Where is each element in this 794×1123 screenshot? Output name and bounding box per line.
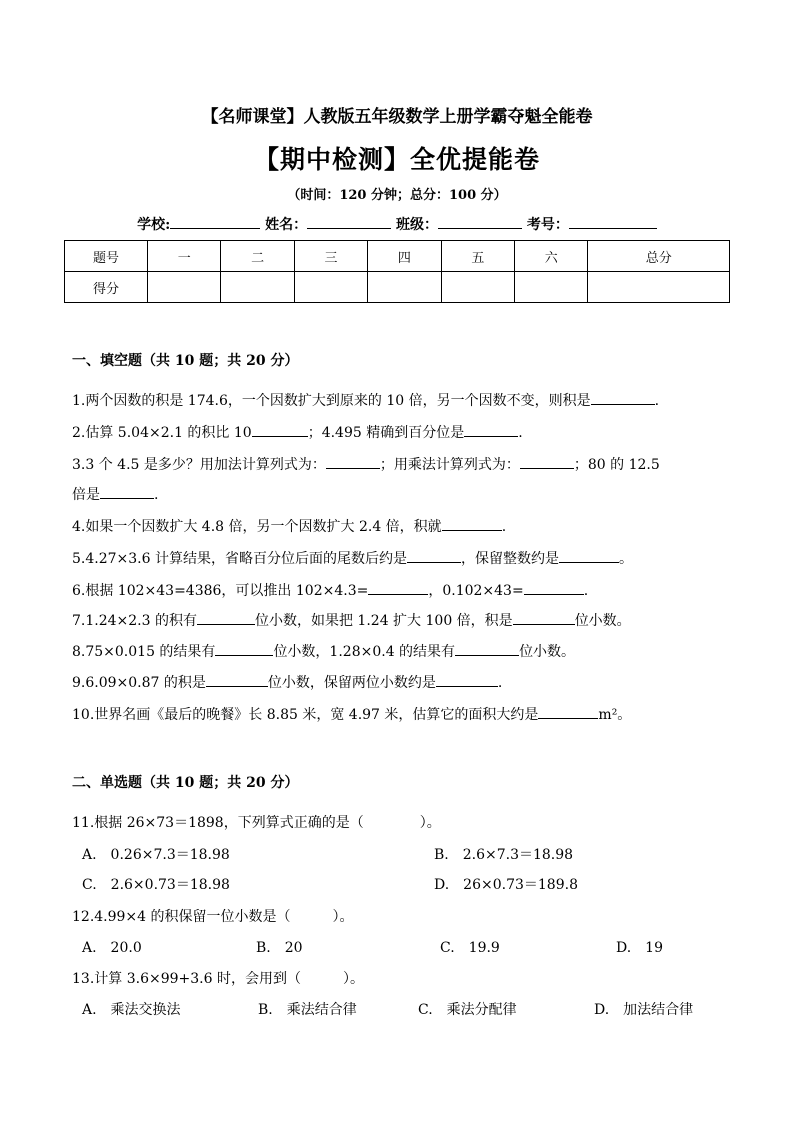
score-table — [64, 240, 730, 303]
id-label: 考号： — [526, 217, 569, 233]
score-input-cell[interactable] — [441, 272, 514, 303]
question-text: . — [583, 583, 589, 599]
answer-blank[interactable] — [455, 643, 519, 656]
question-text: 5.4.27×3.6 计算结果，省略百分位后面的尾数后约是 — [72, 551, 407, 567]
question-3 — [72, 454, 660, 474]
option-c[interactable]: C. 19.9 — [440, 940, 500, 956]
answer-blank[interactable] — [442, 518, 502, 531]
option-b[interactable]: B. 20 — [256, 940, 303, 956]
question-4 — [72, 516, 506, 536]
option-d[interactable]: D. 加法结合律 — [594, 1002, 694, 1018]
answer-blank[interactable] — [513, 612, 575, 625]
question-text: ，保留整数约是 — [460, 551, 559, 567]
question-text: m²。 — [598, 707, 632, 723]
table-cell: 六 — [515, 241, 588, 272]
question-12: 12.4.99×4 的积保留一位小数是（ ）。 — [72, 909, 354, 925]
question-text: . — [654, 393, 660, 409]
score-input-cell[interactable] — [515, 272, 588, 303]
score-input-cell[interactable] — [221, 272, 294, 303]
section-title-fill-in: 一、填空题（共 10 题；共 20 分） — [72, 353, 299, 369]
answer-blank[interactable] — [520, 456, 574, 469]
option-b[interactable]: B. 乘法结合律 — [258, 1002, 357, 1018]
option-b[interactable]: B. 2.6×7.3＝18.98 — [434, 847, 574, 863]
question-text: ；80 的 12.5 — [573, 457, 660, 473]
section-title-single-choice: 二、单选题（共 10 题；共 20 分） — [72, 775, 299, 791]
score-input-cell[interactable] — [368, 272, 441, 303]
question-6 — [72, 580, 588, 600]
option-d[interactable]: D. 26×0.73＝189.8 — [434, 877, 578, 893]
question-text: ；4.495 精确到百分位是 — [307, 425, 465, 441]
question-text: 位小数，保留两位小数约是 — [267, 675, 436, 691]
exam-title: 【期中检测】全优提能卷 — [253, 145, 540, 174]
question-text: 3.3 个 4.5 是多少？用加法计算列式为： — [72, 457, 326, 473]
option-c[interactable]: C. 2.6×0.73＝18.98 — [82, 877, 230, 893]
question-8 — [72, 641, 575, 661]
question-text: ，0.102×43= — [428, 583, 524, 599]
question-text: 位小数。 — [519, 644, 576, 660]
table-cell: 总分 — [588, 241, 730, 272]
name-field[interactable] — [307, 214, 391, 229]
answer-blank[interactable] — [206, 674, 268, 687]
question-text: 位小数，如果把 1.24 扩大 100 倍，积是 — [254, 613, 513, 629]
score-table-header-row — [65, 241, 730, 272]
question-text: 4.如果一个因数扩大 4.8 倍，另一个因数扩大 2.4 倍，积就 — [72, 519, 442, 535]
question-3-cont — [72, 484, 158, 504]
answer-blank[interactable] — [215, 643, 273, 656]
question-13: 13.计算 3.6×99+3.6 时，会用到（ ）。 — [72, 971, 364, 987]
table-cell: 一 — [148, 241, 221, 272]
question-text: 2.估算 5.04×2.1 的积比 10 — [72, 425, 252, 441]
school-field[interactable] — [170, 214, 260, 229]
name-label: 姓名： — [265, 217, 308, 233]
table-cell: 五 — [441, 241, 514, 272]
exam-time-info: （时间：120 分钟；总分：100 分） — [287, 188, 507, 203]
school-label: 学校: — [137, 217, 171, 233]
answer-blank[interactable] — [368, 582, 428, 595]
question-10 — [72, 704, 631, 724]
question-text: 位小数。 — [574, 613, 631, 629]
table-cell: 题号 — [65, 241, 148, 272]
question-text: ；用乘法计算列式为： — [379, 457, 520, 473]
option-c[interactable]: C. 乘法分配律 — [418, 1002, 517, 1018]
answer-blank[interactable] — [559, 550, 619, 563]
table-cell: 四 — [368, 241, 441, 272]
question-text: . — [497, 675, 503, 691]
option-a[interactable]: A. 乘法交换法 — [82, 1002, 181, 1018]
question-2 — [72, 422, 523, 442]
option-a[interactable]: A. 20.0 — [82, 940, 142, 956]
question-text: 9.6.09×0.87 的积是 — [72, 675, 206, 691]
question-7 — [72, 610, 631, 630]
question-text: 倍是 — [72, 487, 100, 503]
answer-blank[interactable] — [591, 392, 655, 405]
class-label: 班级： — [396, 217, 439, 233]
question-text: 10.世界名画《最后的晚餐》长 8.85 米，宽 4.97 米，估算它的面积大约是 — [72, 707, 539, 723]
answer-blank[interactable] — [197, 612, 255, 625]
question-text: . — [154, 487, 159, 503]
question-text: 7.1.24×2.3 的积有 — [72, 613, 197, 629]
answer-blank[interactable] — [407, 550, 461, 563]
question-text: 6.根据 102×43=4386，可以推出 102×4.3= — [72, 583, 369, 599]
question-text: 位小数，1.28×0.4 的结果有 — [273, 644, 456, 660]
answer-blank[interactable] — [524, 582, 584, 595]
answer-blank[interactable] — [100, 486, 154, 499]
question-text: 1.两个因数的积是 174.6，一个因数扩大到原来的 10 倍，另一个因数不变，则积是 — [72, 393, 591, 409]
answer-blank[interactable] — [538, 706, 598, 719]
question-1 — [72, 390, 659, 410]
table-cell: 三 — [294, 241, 367, 272]
score-input-cell[interactable] — [294, 272, 367, 303]
id-field[interactable] — [569, 214, 657, 229]
answer-blank[interactable] — [252, 424, 308, 437]
score-table-score-row — [65, 272, 730, 303]
score-input-cell[interactable] — [148, 272, 221, 303]
question-text: 8.75×0.015 的结果有 — [72, 644, 216, 660]
answer-blank[interactable] — [326, 456, 380, 469]
score-input-cell[interactable] — [588, 272, 730, 303]
question-text: . — [501, 519, 507, 535]
class-field[interactable] — [438, 214, 522, 229]
question-9 — [72, 672, 502, 692]
exam-series-title: 【名师课堂】人教版五年级数学上册学霸夺魁全能卷 — [201, 107, 593, 127]
table-cell: 二 — [221, 241, 294, 272]
question-text: 。 — [618, 551, 633, 567]
answer-blank[interactable] — [436, 674, 498, 687]
answer-blank[interactable] — [464, 424, 518, 437]
question-11: 11.根据 26×73＝1898，下列算式正确的是（ ）。 — [72, 815, 441, 831]
option-a[interactable]: A. 0.26×7.3＝18.98 — [82, 847, 230, 863]
table-cell: 得分 — [65, 272, 148, 303]
question-text: . — [518, 425, 523, 441]
question-5 — [72, 548, 633, 568]
option-d[interactable]: D. 19 — [616, 940, 663, 956]
student-info-line — [0, 214, 794, 234]
